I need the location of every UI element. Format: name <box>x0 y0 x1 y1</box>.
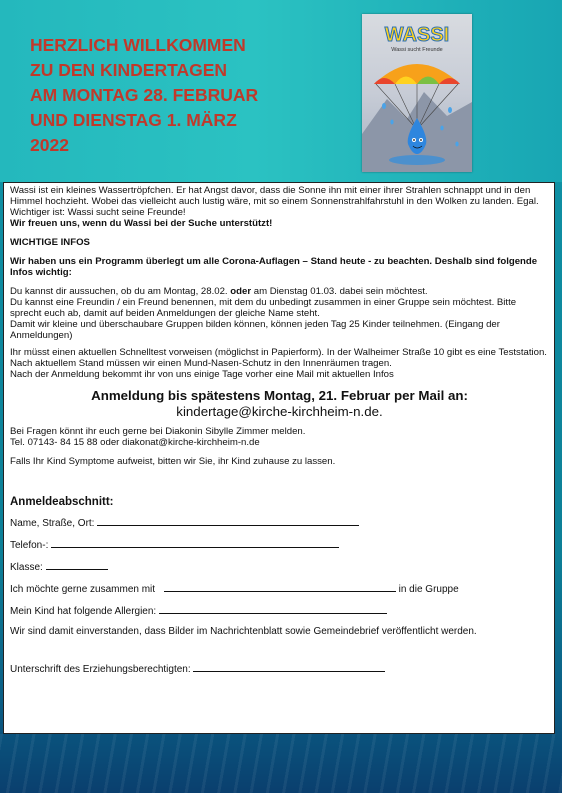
info-panel <box>3 182 555 734</box>
title-line: UND DIENSTAG 1. MÄRZ <box>30 110 237 130</box>
title-line: HERZLICH WILLKOMMEN <box>30 35 246 55</box>
name-label: Name, Straße, Ort: <box>10 518 95 529</box>
group-label: Ich möchte gerne zusammen mit <box>10 584 156 595</box>
phone-label: Telefon-: <box>10 540 49 551</box>
registration-form <box>10 495 549 677</box>
group-suffix: in die Gruppe <box>398 584 459 595</box>
info-mail: Nach der Anmeldung bekommt ihr von uns einige Tage vorher eine Mail mit aktuellen Infos <box>10 369 394 380</box>
signature-row <box>10 661 549 677</box>
corona-notice: Wir haben uns ein Programm überlegt um alle Corona-Auflagen – Stand heute - zu beachten. Deshalb sind folgende Infos wichtig: <box>10 256 538 278</box>
group-field[interactable] <box>164 581 396 592</box>
allergy-field[interactable] <box>159 603 387 614</box>
contact-line-1: Bei Fragen könnt ihr euch gerne bei Diakonin Sibylle Zimmer melden. <box>10 426 306 437</box>
info-day-choice-oder: oder <box>230 286 252 297</box>
info-day-choice-b: am Dienstag 01.03. dabei sein möchtest. <box>251 286 428 297</box>
signature-label: Unterschrift des Erziehungsberechtigten: <box>10 664 191 675</box>
contact-line-2: Tel. 07143- 84 15 88 oder diakonat@kirche-kirchheim-n.de <box>10 437 260 448</box>
phone-row <box>10 537 549 553</box>
class-row <box>10 559 549 575</box>
class-field[interactable] <box>46 559 108 570</box>
title-line: AM MONTAG 28. FEBRUAR <box>30 85 259 105</box>
class-label: Klasse: <box>10 562 43 573</box>
intro-bold: Wir freuen uns, wenn du Wassi bei der Suche unterstützt! <box>10 218 273 229</box>
info-day-choice-a: Du kannst dir aussuchen, ob du am Montag, 28.02. <box>10 286 231 297</box>
info-friend: Du kannst eine Freundin / ein Freund benennen, mit dem du unbedingt zusammen in einer Gruppe sein möchtest. Bitte sprecht euch ab, damit auf beiden Anmeldungen der gleiche Name steht. <box>10 297 517 319</box>
page-title <box>30 33 330 158</box>
allergy-row <box>10 603 549 619</box>
name-row <box>10 515 549 531</box>
info-groups: Damit wir kleine und überschaubare Gruppen bilden können, können jeden Tag 25 Kinder teilnehmen. (Eingang der Anmeldungen) <box>10 319 500 341</box>
bottom-decoration <box>0 734 562 793</box>
info-mask: Nach aktuellem Stand müssen wir einen Mund-Nasen-Schutz in den Innenräumen tragen. <box>10 358 392 369</box>
book-title-text: WASSI <box>384 24 450 46</box>
phone-field[interactable] <box>51 537 339 548</box>
title-line: ZU DEN KINDERTAGEN <box>30 60 228 80</box>
info-heading: WICHTIGE INFOS <box>10 237 90 248</box>
form-title: Anmeldeabschnitt: <box>10 496 114 508</box>
group-row <box>10 581 549 597</box>
book-illustration <box>362 14 472 172</box>
name-field[interactable] <box>97 515 359 526</box>
consent-row: Wir sind damit einverstanden, dass Bilder im Nachrichtenblatt sowie Gemeindebrief veröffentlicht werden. <box>10 626 477 637</box>
book-cover-image <box>362 14 472 172</box>
registration-email[interactable]: kindertage@kirche-kirchheim-n.de. <box>176 404 383 419</box>
allergy-label: Mein Kind hat folgende Allergien: <box>10 606 157 617</box>
intro-text: Wassi ist ein kleines Wassertröpfchen. Er hat Angst davor, dass die Sonne ihn mit einer ihrer Strahlen schnappt und in den Himmel hochzieht. Wobei das vielleicht auch lustig wäre, mit so einem Sonnenstrahlfahrstuhl in den Wolken zu landen. Egal. Wichtiger ist: Wassi sucht seine Freunde! <box>10 185 539 218</box>
signature-field[interactable] <box>193 661 385 672</box>
registration-deadline: Anmeldung bis spätestens Montag, 21. Februar per Mail an: <box>91 388 468 403</box>
title-line: 2022 <box>30 135 69 155</box>
info-test: Ihr müsst einen aktuellen Schnelltest vorweisen (möglichst in Papierform). In der Walheimer Straße 10 gibt es eine Teststation. <box>10 347 547 358</box>
book-subtitle-text: Wassi sucht Freunde <box>391 47 443 53</box>
symptoms-notice: Falls Ihr Kind Symptome aufweist, bitten wir Sie, ihr Kind zuhause zu lassen. <box>10 456 336 467</box>
info-day-choice <box>10 286 549 297</box>
